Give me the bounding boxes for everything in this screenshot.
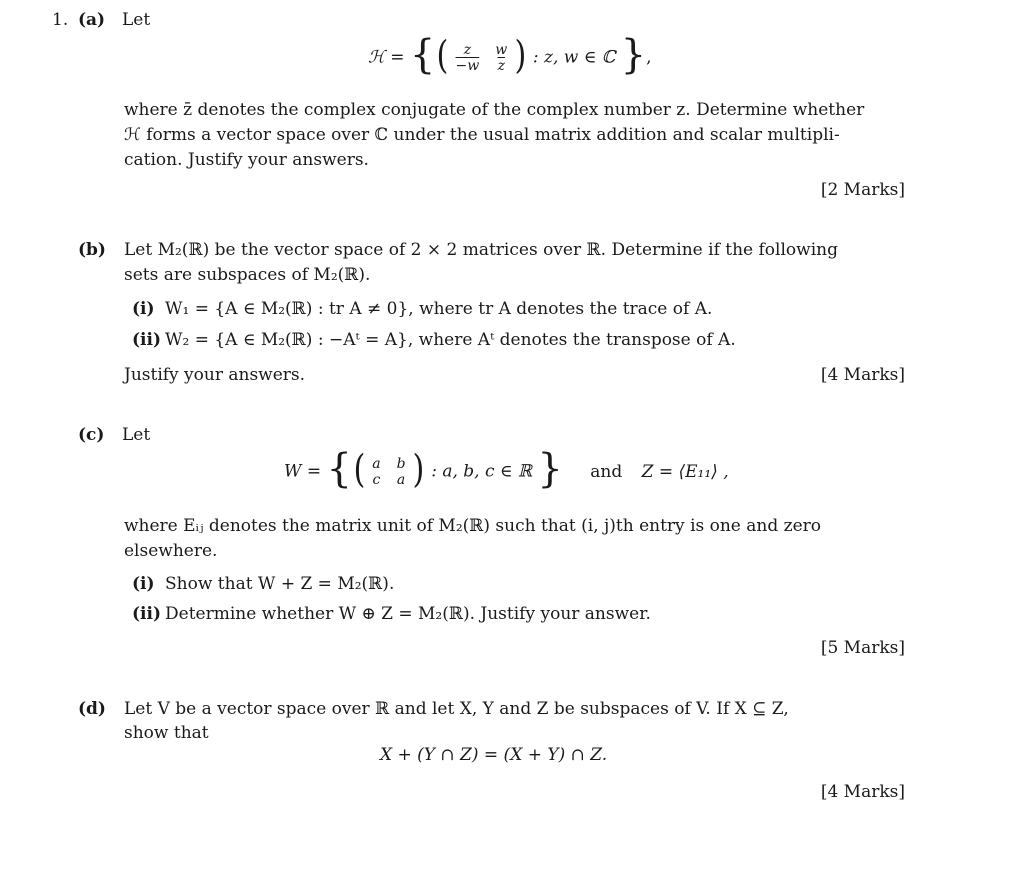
part-a-marks: [2 Marks] [820,180,905,200]
part-b-marks: [4 Marks] [820,365,905,385]
part-b-item-i-text: W₁ = {A ∈ M₂(ℝ) : tr A ≠ 0}, where tr A denotes the trace of A. [165,299,713,319]
left-paren: ( [436,33,449,77]
part-c-marks: [5 Marks] [820,638,905,658]
matrix-h-22: $\overline{z}$ [497,58,505,74]
set-w-definition [284,446,729,492]
part-b-item-ii-label: (ii) [132,330,162,350]
matrix-h-21: −w [455,58,480,74]
part-b-label: (b) [78,240,106,260]
part-d-label: (d) [78,699,106,719]
part-b-item-i-label: (i) [132,299,155,319]
part-a-line-2: ℋ forms a vector space over ℂ under the usual matrix addition and scalar multipli- [124,125,840,145]
matrix-h-11: z [463,42,472,58]
part-c-item-ii-label: (ii) [132,604,162,624]
part-a-line-3: cation. Justify your answers. [124,150,369,170]
set-w-condition: : a, b, c ∈ ℝ [431,461,532,482]
matrix-w [372,456,405,488]
matrix-w-21: c [372,472,381,488]
left-brace: { [326,446,352,492]
part-c-lead: Let [122,425,151,445]
matrix-h-12: w [495,42,508,58]
part-c-item-i-text: Show that W + Z = M₂(ℝ). [165,574,395,594]
part-a-line-1: where z̄ denotes the complex conjugate of the complex number z. Determine whether [124,100,865,120]
part-d-line-1: Let V be a vector space over ℝ and let X, Y and Z be subspaces of V. If X ⊆ Z, [124,699,789,719]
question-number: 1. [52,10,69,30]
set-h-lhs: ℋ = [368,47,405,68]
part-c-item-i-label: (i) [132,574,155,594]
right-brace: } [537,446,563,492]
matrix-w-11: a [372,456,381,472]
part-c-label: (c) [78,425,105,445]
part-a-label: (a) [78,10,106,30]
part-a-lead: Let [122,10,151,30]
left-brace: { [409,32,436,78]
right-brace: } [620,32,647,78]
part-b-line-2: sets are subspaces of M₂(ℝ). [124,265,371,285]
matrix-w-12: b [396,456,406,472]
right-paren: ) [412,447,425,491]
and-text: and [590,461,623,482]
set-h-trail: , [646,47,652,68]
set-h-condition: : z, w ∈ ℂ [532,47,616,68]
part-d-line-2: show that [124,723,209,743]
part-c-line-2: elsewhere. [124,541,218,561]
matrix-w-22: a [396,472,406,488]
left-paren: ( [353,447,366,491]
matrix-h [456,42,508,74]
set-h-definition [368,32,652,78]
part-c-line-1: where Eᵢⱼ denotes the matrix unit of M₂(ℝ) such that (i, j)th entry is one and zero [124,516,822,536]
part-d-equation: X + (Y ∩ Z) = (X + Y) ∩ Z. [380,745,608,765]
part-b-justify: Justify your answers. [124,365,306,385]
set-w-lhs: W = [284,461,322,482]
part-b-item-ii-text: W₂ = {A ∈ M₂(ℝ) : −Aᵗ = A}, where Aᵗ denotes the transpose of A. [165,330,736,350]
right-paren: ) [514,33,527,77]
part-c-item-ii-text: Determine whether W ⊕ Z = M₂(ℝ). Justify your answer. [165,604,651,624]
part-d-marks: [4 Marks] [820,782,905,802]
part-b-line-1: Let M₂(ℝ) be the vector space of 2 × 2 matrices over ℝ. Determine if the following [124,240,838,260]
z-definition: Z = ⟨E₁₁⟩ , [641,461,729,482]
